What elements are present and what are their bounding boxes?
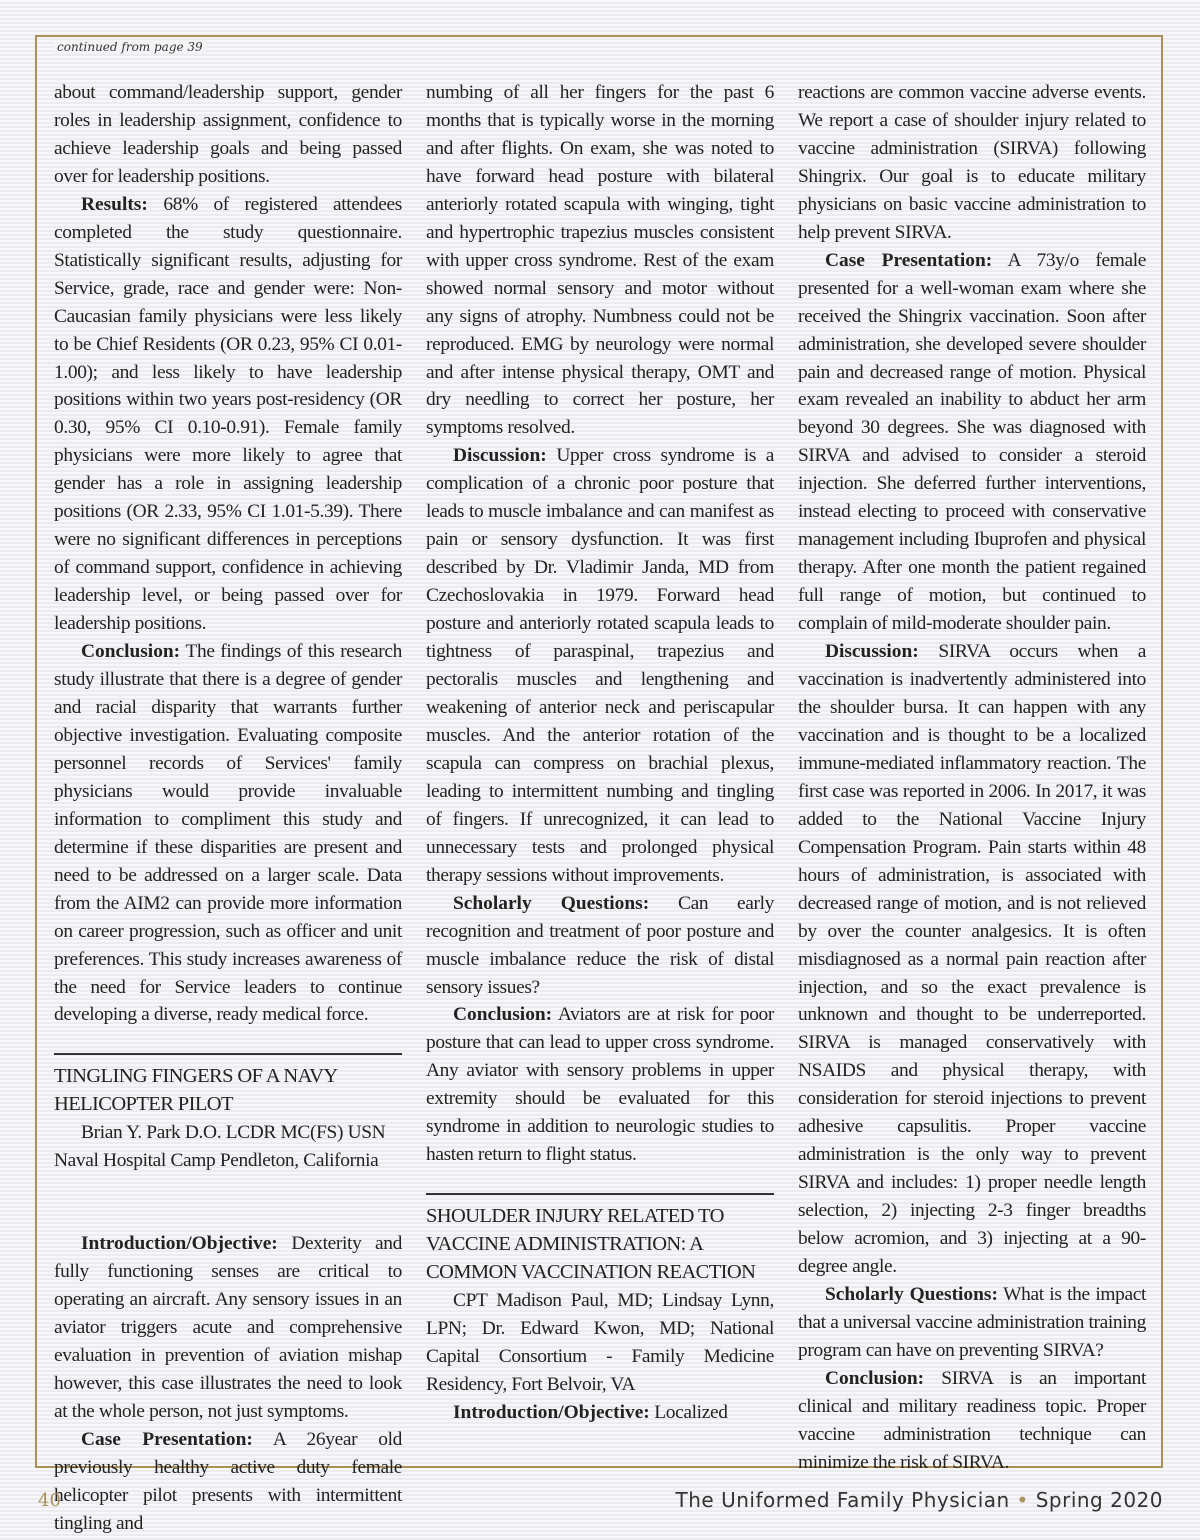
publication-name: The Uniformed Family Physician bbox=[675, 1488, 1010, 1512]
article-author: Brian Y. Park D.O. LCDR MC(FS) USN bbox=[81, 1122, 386, 1144]
article-institution: Naval Hospital Camp Pendleton, California bbox=[54, 1150, 379, 1172]
conclusion-paragraph bbox=[798, 1365, 1146, 1477]
spacer bbox=[54, 1175, 402, 1230]
conclusion-label: Conclusion: bbox=[453, 1004, 553, 1026]
section-divider bbox=[54, 1053, 402, 1055]
intro-text: Dexterity and fully functioning senses are critical to operating an aircraft. Any sensory issues in an aviator triggers acute and comprehensive evaluation in prevention of aviation mishap however, this case illustrates the need to look at the whole person, not just symptoms. bbox=[54, 1233, 402, 1422]
section-divider bbox=[426, 1193, 774, 1195]
results-text: 68% of registered attendees completed the study questionnaire. Statistically significant results, adjusting for Service, grade, race and gender were: Non-Caucasian family physicians were less likely to be Chief Residents (OR 0.23, 95% CI 0.01-1.00); and less likely to have leadership positions within two years post-residency (OR 0.30, 95% CI 0.10-0.91). Female family physicians were more likely to agree that gender has a role in assigning leadership positions (OR 2.33, 95% CI 1.01-5.39). There were no significant differences in perceptions of command support, confidence in achieving leadership level, or being passed over for leadership positions. bbox=[54, 193, 402, 635]
continued-note: continued from page 39 bbox=[54, 40, 206, 54]
page-number: 40 bbox=[38, 1490, 61, 1511]
separator-dot: • bbox=[1016, 1488, 1029, 1512]
article-authors: CPT Madison Paul, MD; Lindsay Lynn, LPN; Dr. Edward Kwon, MD; National Capital Consortium - Family Medicine Residency, Fort Belvoir, VA bbox=[426, 1290, 774, 1395]
intro-paragraph bbox=[54, 1230, 402, 1426]
discussion-paragraph bbox=[426, 442, 774, 889]
results-paragraph bbox=[54, 191, 402, 638]
discussion-label: Discussion: bbox=[825, 641, 919, 663]
discussion-paragraph bbox=[798, 638, 1146, 1281]
column-3 bbox=[798, 79, 1146, 1477]
case-paragraph bbox=[54, 1426, 402, 1538]
intro-text: Localized bbox=[649, 1401, 728, 1423]
case-paragraph bbox=[798, 247, 1146, 638]
paragraph: numbing of all her fingers for the past 6 months that is typically worse in the morning and after flights. On exam, she was noted to have forward head posture with bilateral anteriorly rotated scapula with winging, tight and hypertrophic trapezius muscles consistent with upper cross syndrome. Rest of the exam showed normal sensory and motor without any signs of atrophy. Numbness could not be reproduced. EMG by neurology were normal and after intense physical therapy, OMT and dry needling to correct her posture, her symptoms resolved. bbox=[426, 82, 774, 439]
discussion-label: Discussion: bbox=[453, 445, 547, 467]
results-label: Results: bbox=[81, 193, 148, 215]
intro-label: Introduction/Objective: bbox=[81, 1233, 278, 1255]
conclusion-text: Aviators are at risk for poor posture that can lead to upper cross syndrome. Any aviator with sensory problems in upper extremity should be evaluated for this syndrome in addition to neurologic studies to hasten return to flight status. bbox=[426, 1004, 774, 1166]
case-label: Case Presentation: bbox=[81, 1428, 253, 1450]
scholarly-label: Scholarly Questions: bbox=[825, 1283, 998, 1305]
conclusion-text: The findings of this research study illustrate that there is a degree of gender and racial disparity that warrants further objective investigation. Evaluating composite personnel records of Services' family physicians would provide invaluable information to compliment this study and determine if these disparities are present and need to be addressed on a larger scale. Data from the AIM2 can provide more information on career progression, such as officer and unit preferences. This study increases awareness of the need for Service leaders to continue developing a diverse, ready medical force. bbox=[54, 641, 402, 1026]
scholarly-label: Scholarly Questions: bbox=[453, 892, 650, 914]
scholarly-paragraph bbox=[798, 1281, 1146, 1365]
conclusion-label: Conclusion: bbox=[81, 641, 181, 663]
article-title: TINGLING FINGERS OF A NAVY HELICOPTER PILOT bbox=[54, 1065, 337, 1116]
case-label: Case Presentation: bbox=[825, 249, 993, 271]
discussion-text: SIRVA occurs when a vaccination is inadvertently administered into the shoulder bursa. It can happen with any vaccination and is thought to be a localized immune-mediated inflammatory reaction. The first case was reported in 2006. In 2017, it was added to the National Vaccine Injury Compensation Program. Pain starts within 48 hours of administration, is associated with decreased range of motion, and is not relieved by over the counter analgesics. It is often misdiagnosed as a normal pain reaction after injection, and so the exact prevalence is unknown and thought to be underreported. SIRVA is managed conservatively with NSAIDS and physical therapy, with consideration for steroid injections to prevent adhesive capsulitis. Proper vaccine administration is the only way to prevent SIRVA and includes: 1) proper needle length selection, 2) injecting 2-3 finger breadths below acromion, and 3) injecting at a 90-degree angle. bbox=[798, 641, 1146, 1278]
conclusion-label: Conclusion: bbox=[825, 1367, 925, 1389]
article-title: SHOULDER INJURY RELATED TO VACCINE ADMINISTRATION: A COMMON VACCINATION REACTION bbox=[426, 1205, 756, 1284]
publication-footer bbox=[676, 1488, 1163, 1512]
case-text: A 26year old previously healthy active duty female helicopter pilot presents with intermittent tingling and bbox=[54, 1428, 402, 1534]
intro-label: Introduction/Objective: bbox=[453, 1401, 650, 1423]
scholarly-text: Can early recognition and treatment of poor posture and muscle imbalance reduce the risk of distal sensory issues? bbox=[426, 892, 775, 998]
scholarly-text: What is the impact that a universal vaccine administration training program can have on preventing SIRVA? bbox=[798, 1283, 1146, 1361]
scholarly-paragraph bbox=[426, 890, 774, 1002]
conclusion-paragraph bbox=[426, 1001, 774, 1169]
paragraph: about command/leadership support, gender roles in leadership assignment, confidence to achieve leadership goals and being passed over for leadership positions. bbox=[54, 82, 402, 187]
conclusion-text: SIRVA is an important clinical and military readiness topic. Proper vaccine administration technique can minimize the risk of SIRVA. bbox=[798, 1367, 1146, 1473]
column-2 bbox=[426, 79, 774, 1427]
case-text: A 73y/o female presented for a well-woman exam where she received the Shingrix vaccination. Soon after administration, she developed severe shoulder pain and decreased range of motion. Physical exam revealed an inability to abduct her arm beyond 30 degrees. She was diagnosed with SIRVA and advised to consider a steroid injection. She deferred further interventions, instead electing to proceed with conservative management including Ibuprofen and physical therapy. After one month the patient regained full range of motion, but continued to complain of mild-moderate shoulder pain. bbox=[798, 249, 1146, 635]
issue-label: Spring 2020 bbox=[1035, 1488, 1163, 1512]
paragraph: reactions are common vaccine adverse events. We report a case of shoulder injury related to vaccine administration (SIRVA) following Shingrix. Our goal is to educate military physicians on basic vaccine administration to help prevent SIRVA. bbox=[798, 82, 1146, 243]
column-1 bbox=[54, 79, 402, 1538]
conclusion-paragraph bbox=[54, 638, 402, 1029]
intro-paragraph bbox=[426, 1399, 774, 1427]
discussion-text: Upper cross syndrome is a complication of a chronic poor posture that leads to muscle imbalance and can manifest as pain or sensory dysfunction. It was first described by Dr. Vladimir Janda, MD from Czechoslovakia in 1979. Forward head posture and anteriorly rotated scapula leads to tightness of paraspinal, trapezius and pectoralis muscles and lengthening and weakening of anterior neck and periscapular muscles. And the anterior rotation of the scapula can compress on brachial plexus, leading to intermittent numbing and tingling of fingers. If unrecognized, it can lead to unnecessary tests and prolonged physical therapy sessions without improvements. bbox=[426, 445, 774, 886]
